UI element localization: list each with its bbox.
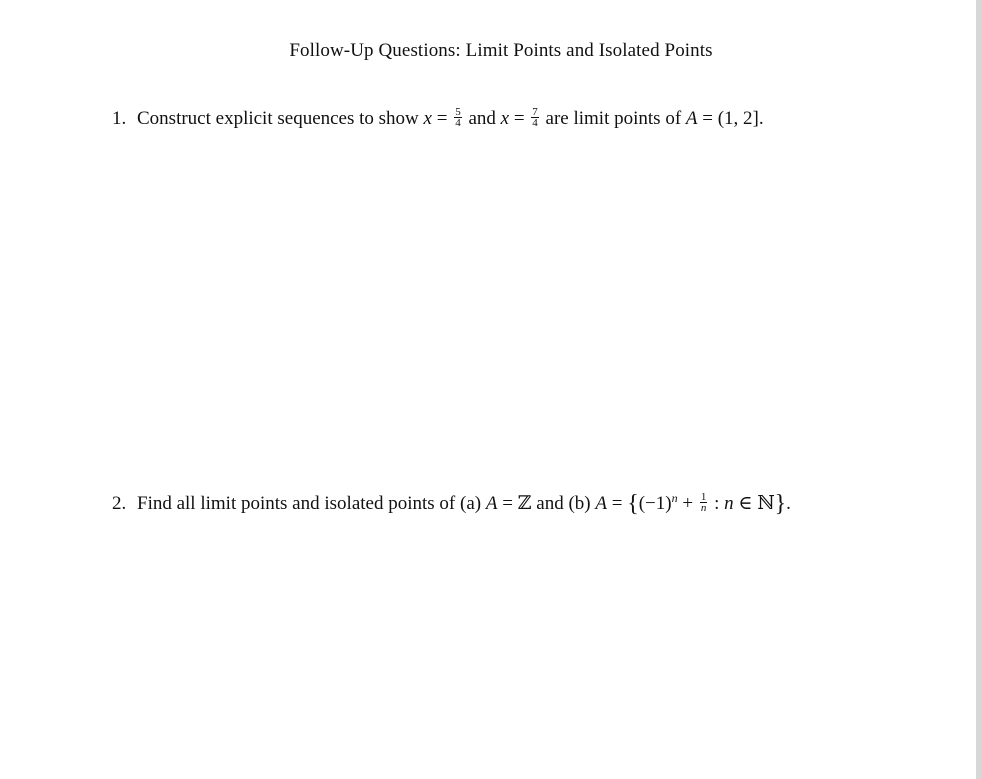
open-brace: { (627, 491, 639, 517)
fraction-denominator: n (700, 502, 707, 515)
math-operator: : (714, 493, 720, 514)
fraction-denominator: 4 (455, 117, 461, 130)
fraction-one-over-n (700, 492, 708, 513)
math-variable: A (485, 493, 498, 514)
math-variable: A (685, 108, 698, 129)
question-text: Construct explicit sequences to show (137, 108, 419, 129)
math-operator: = (513, 108, 525, 129)
math-operator: ∈ (738, 493, 753, 514)
math-operator: + (682, 493, 694, 514)
period: . (786, 493, 791, 514)
naturals-symbol: ℕ (757, 493, 775, 514)
question-1 (112, 108, 764, 130)
fraction-seven-fourths (531, 107, 539, 128)
close-brace: } (774, 491, 787, 517)
fraction-denominator: 4 (532, 117, 538, 130)
math-operator: = (611, 493, 623, 514)
question-2 (112, 491, 791, 518)
page-title: Follow-Up Questions: Limit Points and Isolated Points (289, 40, 713, 61)
math-operator: = (502, 493, 513, 514)
math-variable: x (500, 108, 510, 129)
fraction-numerator: 7 (532, 106, 538, 119)
math-exponent: n (671, 491, 678, 505)
question-text: and (b) (536, 493, 591, 514)
fraction-numerator: 1 (700, 491, 707, 504)
fraction-five-fourths (454, 107, 462, 128)
question-text: are limit points of (545, 108, 682, 129)
question-text: and (468, 108, 496, 129)
math-interval: (1, 2]. (717, 108, 764, 129)
math-variable: A (595, 493, 607, 514)
math-base: (−1) (638, 493, 672, 514)
math-operator: = (702, 108, 713, 129)
math-variable: x (423, 108, 432, 129)
integers-symbol: ℤ (517, 493, 532, 514)
math-operator: = (436, 108, 448, 129)
page-edge-divider (976, 0, 982, 779)
question-number: 2. (112, 493, 127, 514)
math-variable: n (724, 493, 734, 514)
question-number: 1. (112, 108, 127, 129)
question-text: Find all limit points and isolated points of (a) (137, 493, 482, 514)
fraction-numerator: 5 (455, 106, 461, 119)
